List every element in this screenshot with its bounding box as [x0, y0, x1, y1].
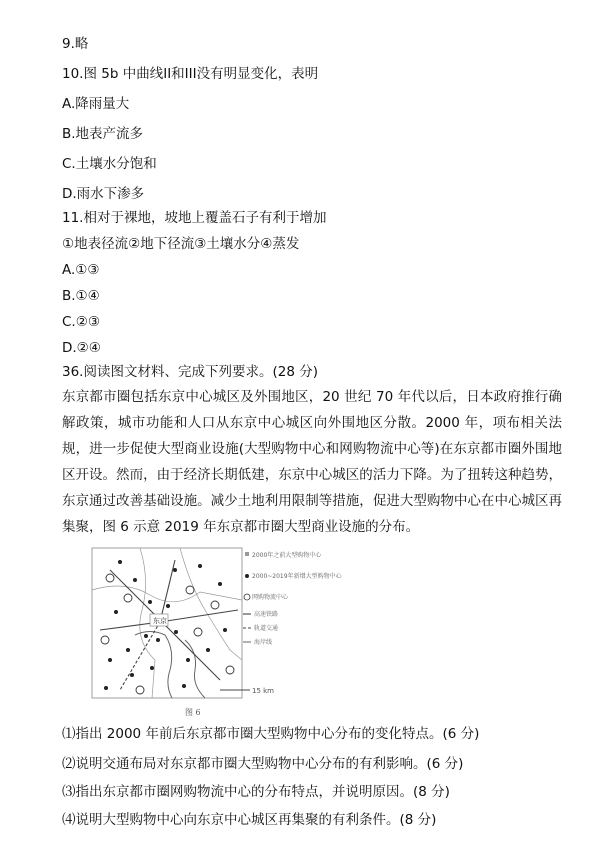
legend-item-rail-transit: 轨道交通: [254, 625, 279, 632]
option-11-b: B.①④: [62, 288, 100, 304]
legend-item-highspeed-rail: 高速铁路: [254, 611, 279, 618]
material-paragraph: 东京都市圈包括东京中心城区及外围地区，20 世纪 70 年代以后，日本政府推行确解政策，城市功能和人口从东京中心城区向外围地区分散。2000 年，项布相关法规，进一步促使大型商业设施(大型购物中心和网购物流中心等)在东京都市圈外围地区开设。然而，由于经济长期低建，东京中心城区的活力下降。为了扭转这种趋势，东京通过改善基础设施。减少土地利用限制等措施，促进大型购物中心在中心城区再集聚，图 6 示意 2019 年东京都市圈大型商业设施的分布。: [62, 389, 562, 535]
option-10-a: A.降雨量大: [62, 96, 130, 112]
question-9: 9.略: [62, 36, 89, 52]
legend-item-coastline: 海岸线: [254, 639, 273, 646]
option-10-d: D.雨水下渗多: [62, 186, 145, 202]
legend-item-old-malls: 2000年之前大型购物中心: [252, 552, 322, 559]
legend-item-new-malls: 2000~2019年新增大型购物中心: [252, 573, 342, 580]
legend-item-logistics: 网购物流中心: [252, 594, 289, 601]
option-10-b: B.地表产流多: [62, 126, 144, 142]
sub-question-2: ⑵说明交通布局对东京都市圈大型购物中心分布的有利影响。(6 分): [62, 756, 464, 772]
question-11-stem: 11.相对于裸地，坡地上覆盖石子有利于增加: [62, 210, 327, 226]
question-36-stem: 36.阅读图文材料、完成下列要求。(28 分): [62, 364, 318, 380]
sub-question-4: ⑷说明大型购物中心向东京中心城区再集聚的有利条件。(8 分): [62, 812, 437, 828]
question-11-items: ①地表径流②地下径流③土壤水分④蒸发: [62, 236, 300, 252]
sub-question-3: ⑶指出东京都市圈网购物流中心的分布特点，并说明原因。(8 分): [62, 784, 450, 800]
question-10-stem: 10.图 5b 中曲线II和III没有明显变化，表明: [62, 66, 319, 82]
option-11-a: A.①③: [62, 262, 100, 278]
scale-label: 15 km: [252, 687, 275, 695]
option-11-d: D.②④: [62, 340, 101, 356]
option-10-c: C.土壤水分饱和: [62, 156, 157, 172]
option-11-c: C.②③: [62, 314, 100, 330]
map-label-tokyo: 东京: [153, 617, 167, 625]
sub-question-1: ⑴指出 2000 年前后东京都市圈大型购物中心分布的变化特点。(6 分): [62, 726, 480, 742]
figure-caption: 图 6: [185, 708, 201, 717]
tokyo-metro-map: [80, 540, 342, 720]
